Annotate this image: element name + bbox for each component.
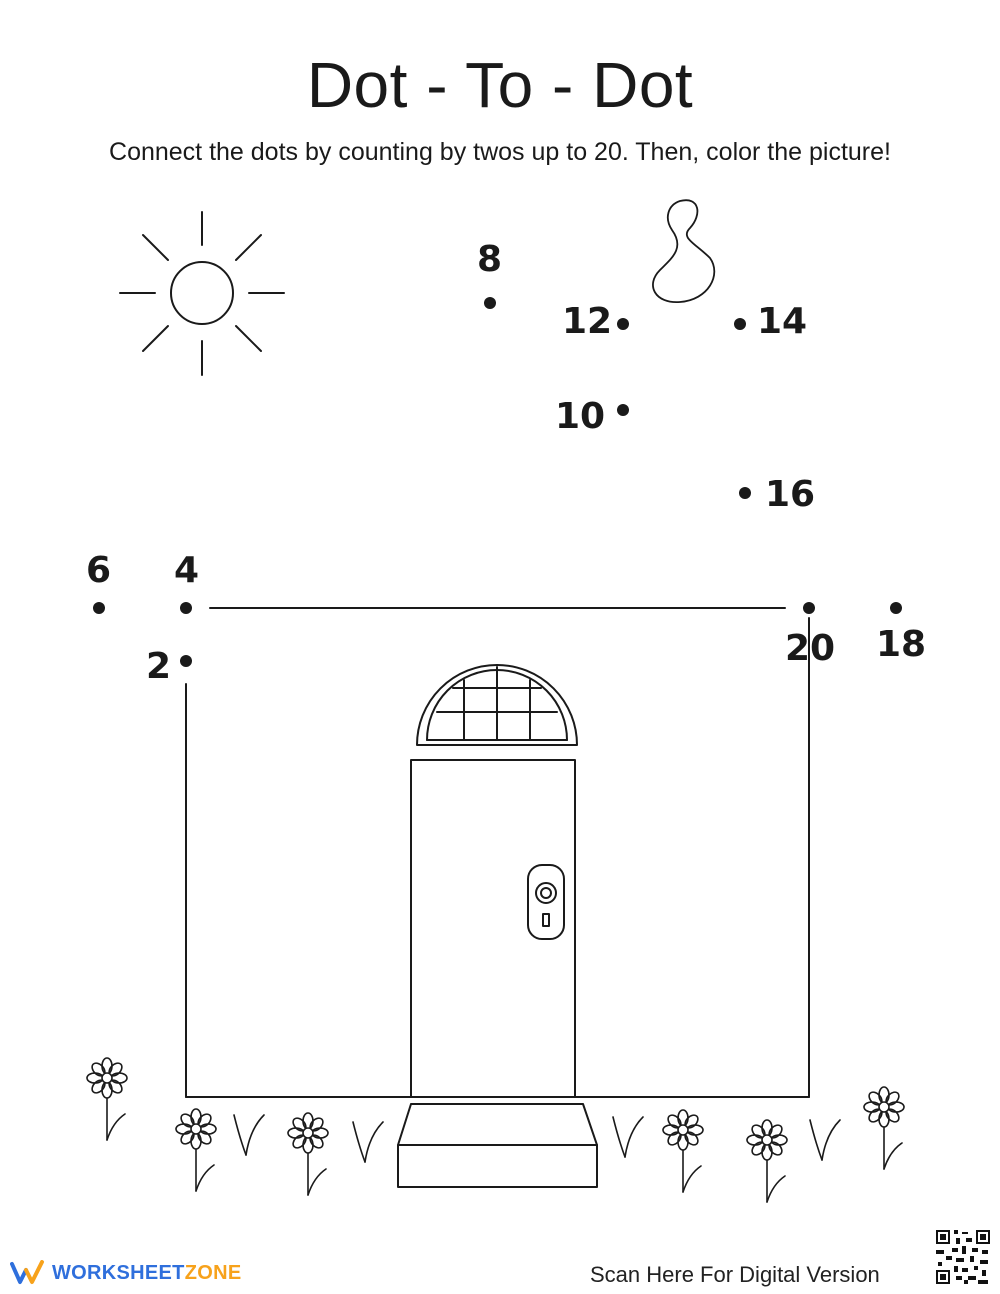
logo-word-zone: ZONE: [184, 1261, 242, 1284]
flower-icon: [864, 1087, 904, 1169]
flower-icon: [663, 1110, 703, 1192]
dot-16: [739, 487, 751, 499]
flower-icon: [87, 1058, 127, 1140]
label-20: 20: [785, 628, 836, 669]
grass-icon: [613, 1117, 643, 1157]
label-18: 18: [876, 624, 927, 665]
label-10: 10: [555, 396, 606, 437]
qr-code-icon[interactable]: [934, 1228, 992, 1286]
label-8: 8: [477, 239, 503, 280]
dot-20: [803, 602, 815, 614]
flower-icon: [288, 1113, 328, 1195]
dot-6: [93, 602, 105, 614]
scan-text: Scan Here For Digital Version: [590, 1262, 880, 1287]
grass-icon: [353, 1122, 383, 1162]
smoke-icon: [653, 200, 714, 302]
dot-18: [890, 602, 902, 614]
flower-icon: [747, 1120, 787, 1202]
dot-8: [484, 297, 496, 309]
dot-14: [734, 318, 746, 330]
door-icon: [398, 665, 597, 1187]
label-2: 2: [146, 646, 172, 687]
worksheet-zone-logo: [10, 1258, 241, 1288]
dot-12: [617, 318, 629, 330]
dot-4: [180, 602, 192, 614]
flower-icon: [176, 1109, 216, 1191]
instructions: Connect the dots by counting by twos up to 20. Then, color the picture!: [109, 138, 891, 166]
label-14: 14: [757, 301, 808, 342]
label-4: 4: [174, 550, 200, 591]
label-12: 12: [562, 301, 613, 342]
label-6: 6: [86, 550, 112, 591]
dot-2: [180, 655, 192, 667]
grass-icon: [234, 1115, 264, 1155]
logo-icon: [10, 1260, 46, 1286]
page-title: Dot - To - Dot: [306, 49, 694, 121]
label-16: 16: [765, 474, 816, 515]
dot-10: [617, 404, 629, 416]
logo-word-worksheet: WORKSHEET: [52, 1261, 185, 1284]
sun-icon: [120, 212, 284, 375]
grass-icon: [810, 1120, 840, 1160]
